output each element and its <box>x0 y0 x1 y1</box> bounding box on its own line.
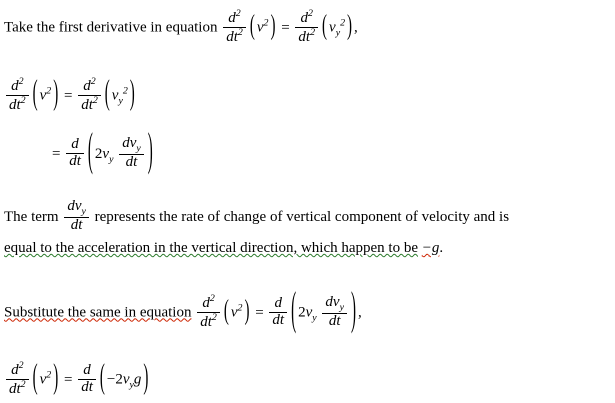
subscript-y: y <box>109 154 114 166</box>
paren-close: ) <box>53 359 59 397</box>
equation-inline-2 <box>195 285 358 336</box>
paren-close: ) <box>270 11 276 42</box>
variable-v: v <box>305 304 313 321</box>
fraction-denominator: $dt^2$ <box>298 26 316 45</box>
paragraph-3-lead-text: The term <box>4 209 59 226</box>
subscript-y: y <box>335 27 341 39</box>
variable-v: v <box>102 146 110 163</box>
superscript-two: 2 <box>237 302 243 314</box>
paragraph-3-line-1 <box>4 200 509 235</box>
fraction-numerator: d <box>78 363 96 380</box>
paragraph-1-trailing-comma: , <box>354 19 358 36</box>
superscript-two: 2 <box>20 94 26 106</box>
coefficient-two: 2 <box>94 146 103 163</box>
paren-close: ) <box>147 127 153 177</box>
subscript-y: y <box>312 312 317 324</box>
equals-sign: = <box>255 304 264 321</box>
fraction-d2-dt2 <box>6 361 29 398</box>
variable-v: v <box>256 19 264 36</box>
fraction-denominator: dt <box>328 313 341 330</box>
fraction-denominator: dt <box>125 154 138 171</box>
coefficient-minus-two: −2 <box>106 371 123 388</box>
superscript-two: 2 <box>90 76 96 87</box>
superscript-two: 2 <box>92 94 98 106</box>
paragraph-1 <box>4 10 358 47</box>
paren-open: ( <box>32 359 38 397</box>
superscript-two: 2 <box>235 8 241 19</box>
fraction-numerator: $d^2$ <box>295 9 318 28</box>
paragraph-3-line2-text: equal to the acceleration in the vertical direction, which happen to be <box>4 240 418 256</box>
fraction-numerator: $d^2$ <box>78 77 101 96</box>
equals-sign: = <box>281 19 290 36</box>
paren-close: ) <box>143 359 149 397</box>
variable-v: v <box>230 304 238 321</box>
fraction-dvy-dt <box>322 295 347 330</box>
paragraph-1-lead-text: Take the first derivative in equation <box>4 19 218 36</box>
superscript-two: 2 <box>18 76 24 87</box>
superscript-two: 2 <box>310 26 316 38</box>
superscript-two: 2 <box>46 85 52 97</box>
fraction-numerator: d <box>66 137 84 154</box>
superscript-two: 2 <box>211 311 217 323</box>
fraction-numerator: $d^2$ <box>223 9 246 28</box>
equals-sign: = <box>63 371 73 388</box>
paren-close: ) <box>350 285 356 336</box>
fraction-d-dt <box>66 137 84 170</box>
fraction-d2-dt2 <box>6 77 29 114</box>
term-minus-g: −g <box>421 240 440 256</box>
paragraph-3-period: . <box>439 240 444 256</box>
paren-close: ) <box>244 296 250 327</box>
fraction-numerator: $dv_y$ <box>64 199 89 218</box>
variable-v: v <box>39 87 47 104</box>
paragraph-4-trailing-comma: , <box>357 304 362 321</box>
paren-open: ( <box>99 359 105 397</box>
fraction-denominator: dt <box>272 311 285 328</box>
fraction-numerator: d <box>269 296 287 313</box>
paragraph-4-lead-text: Substitute the same in equation <box>4 304 192 321</box>
fraction-denominator: $dt^2$ <box>9 378 26 397</box>
variable-g: g <box>133 371 142 388</box>
variable-v: v <box>39 371 47 388</box>
paren-open: ( <box>104 75 110 113</box>
fraction-d-dt <box>78 363 96 396</box>
fraction-d2-dt2 <box>197 294 220 331</box>
fraction-denominator: $dt^2$ <box>81 94 98 113</box>
variable-v: v <box>111 87 119 104</box>
fraction-denominator: $dt^2$ <box>226 26 243 45</box>
fraction-denominator: dt <box>81 378 93 395</box>
equation-inline-1 <box>221 10 354 47</box>
coefficient-two: 2 <box>298 304 306 321</box>
paragraph-3-mid-text: represents the rate of change of vertical component of velocity and is <box>94 209 510 226</box>
fraction-denominator: dt <box>70 217 83 234</box>
paren-close: ) <box>129 75 135 113</box>
paren-close: ) <box>53 75 59 113</box>
paragraph-4 <box>4 285 362 336</box>
fraction-numerator: $d^2$ <box>6 361 29 380</box>
subscript-y: y <box>129 379 134 391</box>
fraction-numerator: $d^2$ <box>6 77 29 96</box>
equals-sign: = <box>52 146 61 163</box>
subscript-y: y <box>339 301 344 313</box>
fraction-dvy-dt <box>119 136 144 171</box>
fraction-d2-dt2 <box>295 9 318 46</box>
paren-close: ) <box>347 11 353 42</box>
paragraph-3-line-2 <box>4 241 443 256</box>
superscript-two: 2 <box>237 26 243 38</box>
equals-sign: = <box>63 87 73 104</box>
subscript-y: y <box>81 206 86 217</box>
paren-open: ( <box>32 75 38 113</box>
fraction-d2-dt2 <box>223 9 246 46</box>
superscript-two: 2 <box>18 360 24 371</box>
fraction-numerator: $dv_y$ <box>322 295 347 314</box>
subscript-y: y <box>136 143 141 154</box>
fraction-numerator: $dv_y$ <box>119 136 144 155</box>
equation-block-line-2 <box>52 127 155 177</box>
paren-open: ( <box>322 11 328 42</box>
paren-open: ( <box>291 285 297 336</box>
paren-open: ( <box>87 127 93 177</box>
variable-v: v <box>329 19 336 36</box>
superscript-two: 2 <box>263 17 269 29</box>
superscript-two: 2 <box>20 378 26 390</box>
superscript-two: 2 <box>307 8 313 19</box>
superscript-two: 2 <box>46 369 52 381</box>
subscript-y: y <box>118 95 123 107</box>
fraction-denominator: $dt^2$ <box>9 94 26 113</box>
fraction-d2-dt2 <box>78 77 101 114</box>
paren-open: ( <box>249 11 255 42</box>
superscript-two: 2 <box>122 85 128 97</box>
superscript-two: 2 <box>209 293 215 304</box>
fraction-denominator: $dt^2$ <box>200 311 217 330</box>
fraction-dvy-dt <box>64 199 89 234</box>
equation-block-final <box>4 359 150 399</box>
paren-open: ( <box>223 296 229 327</box>
variable-v: v <box>122 371 130 388</box>
equation-block-line-1 <box>4 75 137 115</box>
fraction-denominator: dt <box>69 153 81 170</box>
superscript-two: 2 <box>340 17 346 29</box>
fraction-numerator: $d^2$ <box>197 294 220 313</box>
fraction-d-dt <box>269 296 287 329</box>
